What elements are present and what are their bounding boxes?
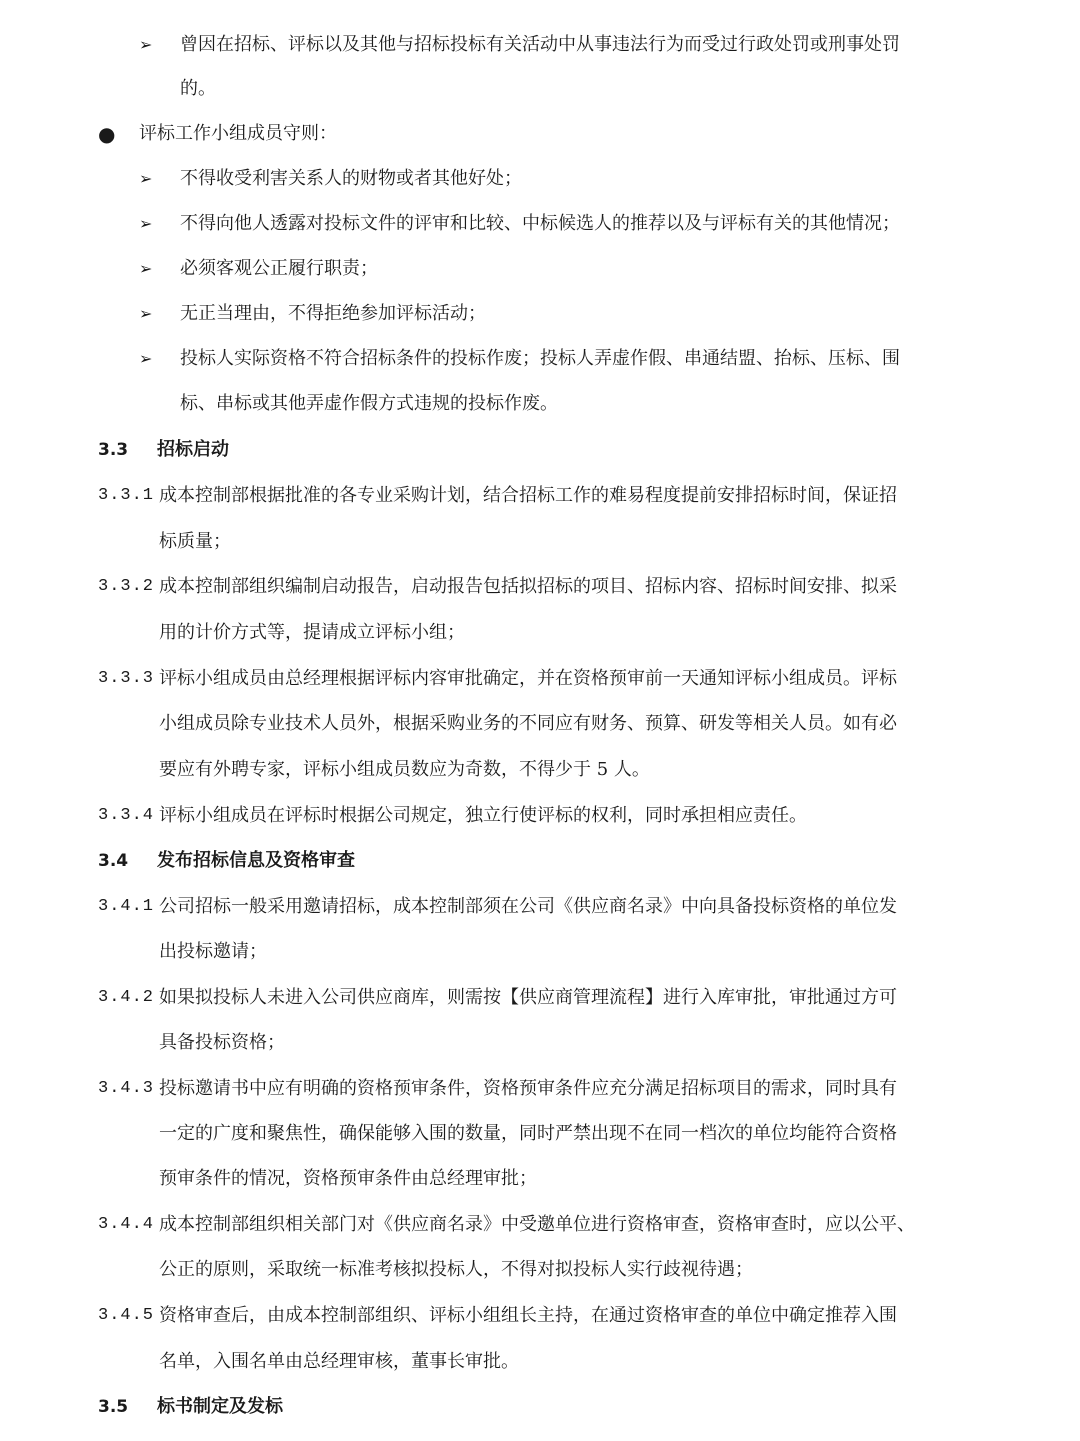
clause-line: 评标小组成员在评标时根据公司规定，独立行使评标的权利，同时承担相应责任。 (159, 805, 807, 826)
clause-number: 3.4.3 (98, 1079, 155, 1098)
list-item-line: 的。 (180, 78, 216, 99)
section-heading: 标书制定及发标 (157, 1396, 283, 1417)
clause-line: 成本控制部组织相关部门对《供应商名录》中受邀单位进行资格审查，资格审查时，应以公平、 (159, 1214, 915, 1235)
clause-number: 3.3.2 (98, 577, 155, 596)
clause-line: 小组成员除专业技术人员外，根据采购业务的不同应有财务、预算、研发等相关人员。如有必 (159, 713, 897, 734)
clause-number: 3.3.1 (98, 486, 155, 505)
arrow-bullet-icon: ➢ (139, 35, 153, 54)
clause-line: 一定的广度和聚焦性，确保能够入围的数量，同时严禁出现不在同一档次的单位均能符合资格 (159, 1123, 897, 1144)
arrow-bullet-icon: ➢ (139, 169, 153, 188)
list-item-line: 标、串标或其他弄虚作假方式违规的投标作废。 (180, 393, 558, 414)
list-item: 不得向他人透露对投标文件的评审和比较、中标候选人的推荐以及与评标有关的其他情况； (180, 213, 900, 234)
arrow-bullet-icon: ➢ (139, 259, 153, 278)
round-bullet-icon: ● (98, 122, 116, 146)
clause-line: 要应有外聘专家，评标小组成员数应为奇数，不得少于 5 人。 (159, 759, 650, 780)
clause-line: 出投标邀请； (159, 941, 267, 962)
arrow-bullet-icon: ➢ (139, 349, 153, 368)
arrow-bullet-icon: ➢ (139, 304, 153, 323)
section-number: 3.4 (98, 851, 129, 871)
clause-number: 3.3.3 (98, 669, 155, 688)
clause-line: 预审条件的情况，资格预审条件由总经理审批； (159, 1168, 537, 1189)
list-item: 无正当理由，不得拒绝参加评标活动； (180, 303, 486, 324)
clause-line: 投标邀请书中应有明确的资格预审条件，资格预审条件应充分满足招标项目的需求，同时具有 (159, 1078, 897, 1099)
list-item: 必须客观公正履行职责； (180, 258, 378, 279)
clause-number: 3.4.4 (98, 1215, 155, 1234)
list-item-line: 投标人实际资格不符合招标条件的投标作废；投标人弄虚作假、串通结盟、抬标、压标、围 (180, 348, 900, 369)
clause-line: 成本控制部组织编制启动报告，启动报告包括拟招标的项目、招标内容、招标时间安排、拟采 (159, 576, 897, 597)
clause-line: 公司招标一般采用邀请招标，成本控制部须在公司《供应商名录》中向具备投标资格的单位发 (159, 896, 897, 917)
clause-number: 3.4.5 (98, 1306, 155, 1325)
clause-line: 具备投标资格； (159, 1032, 285, 1053)
clause-number: 3.3.4 (98, 806, 155, 825)
section-heading: 招标启动 (157, 439, 229, 460)
clause-line: 用的计价方式等，提请成立评标小组； (159, 622, 465, 643)
clause-line: 资格审查后，由成本控制部组织、评标小组组长主持，在通过资格审查的单位中确定推荐入围 (159, 1305, 897, 1326)
clause-line: 名单，入围名单由总经理审核，董事长审批。 (159, 1351, 519, 1372)
clause-number: 3.4.2 (98, 988, 155, 1007)
clause-line: 如果拟投标人未进入公司供应商库，则需按【供应商管理流程】进行入库审批，审批通过方可 (159, 987, 897, 1008)
section-heading: 发布招标信息及资格审查 (157, 850, 355, 871)
section-number: 3.3 (98, 440, 129, 460)
list-item-line: 曾因在招标、评标以及其他与招标投标有关活动中从事违法行为而受过行政处罚或刑事处罚 (180, 34, 900, 55)
arrow-bullet-icon: ➢ (139, 214, 153, 233)
clause-line: 评标小组成员由总经理根据评标内容审批确定，并在资格预审前一天通知评标小组成员。评标 (159, 668, 897, 689)
section-number: 3.5 (98, 1397, 129, 1417)
list-item: 不得收受利害关系人的财物或者其他好处； (180, 168, 522, 189)
clause-line: 标质量； (159, 531, 231, 552)
clause-number: 3.4.1 (98, 897, 155, 916)
clause-line: 成本控制部根据批准的各专业采购计划，结合招标工作的难易程度提前安排招标时间，保证招 (159, 485, 897, 506)
rules-title: 评标工作小组成员守则： (139, 123, 337, 144)
clause-line: 公正的原则，采取统一标准考核拟投标人，不得对拟投标人实行歧视待遇； (159, 1259, 753, 1280)
